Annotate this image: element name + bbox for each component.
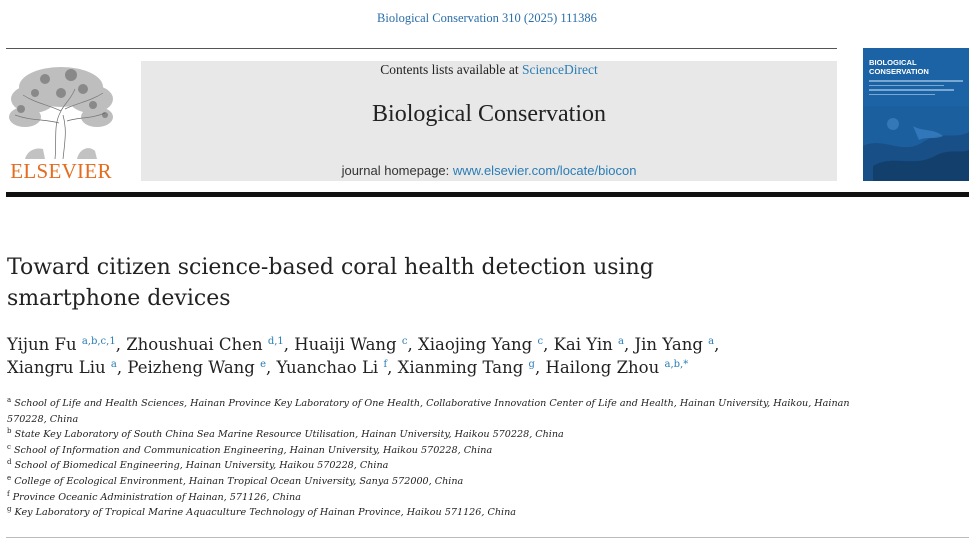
elsevier-wordmark: ELSEVIER (10, 159, 112, 183)
affiliation-item (7, 458, 867, 474)
header-divider (6, 48, 837, 49)
author-affiliation-link[interactable]: c (401, 336, 408, 347)
affiliation-item (7, 443, 867, 459)
journal-banner (141, 61, 837, 181)
section-divider (6, 537, 969, 538)
author-affiliation-link[interactable]: d,1 (267, 336, 284, 347)
affiliation-key: b (7, 427, 12, 436)
journal-title[interactable]: Biological Conservation (372, 101, 606, 127)
affiliation-item (7, 490, 867, 506)
cover-title-line1: BIOLOGICAL (869, 58, 917, 67)
affiliation-text: Key Laboratory of Tropical Marine Aquaculture Technology of Hainan Province, Haikou 571126, China (14, 507, 516, 519)
author-separator: , (624, 335, 635, 354)
author[interactable] (635, 335, 715, 354)
header-thick-rule (6, 192, 969, 197)
author-name: Kai Yin (553, 335, 613, 354)
author[interactable] (418, 335, 543, 354)
author-name: Xiaojing Yang (417, 335, 533, 354)
author-name: Xiangru Liu (7, 358, 106, 377)
author[interactable] (545, 358, 688, 377)
affiliation-list (7, 396, 867, 521)
author[interactable] (294, 335, 407, 354)
author[interactable] (277, 358, 388, 377)
cover-title-line2: CONSERVATION (869, 67, 929, 76)
author-affiliation-link[interactable]: a,b,c,1 (81, 336, 116, 347)
author-name: Peizheng Wang (127, 358, 255, 377)
author-affiliation-link[interactable]: c (537, 336, 544, 347)
author-affiliation-link[interactable]: f (383, 359, 388, 370)
journal-cover[interactable] (863, 48, 969, 181)
author-affiliation-link[interactable]: a (618, 336, 625, 347)
author-list (7, 333, 957, 379)
author-separator: , (543, 335, 554, 354)
author-name: Jin Yang (634, 335, 703, 354)
author-separator: , (115, 335, 127, 354)
journal-citation[interactable]: Biological Conservation 310 (2025) 111386 (377, 11, 597, 25)
author[interactable] (7, 358, 117, 377)
author-separator: , (266, 358, 277, 377)
author-separator: , (116, 358, 128, 377)
author-name: Zhoushuai Chen (126, 335, 263, 354)
affiliation-key: f (7, 489, 10, 498)
affiliation-item (7, 474, 867, 490)
author-affiliation-link[interactable]: a (708, 336, 715, 347)
author-name: Xianming Tang (397, 358, 524, 377)
author-name: Hailong Zhou (545, 358, 660, 377)
author-affiliation-link[interactable]: a,b,* (664, 359, 689, 370)
author-separator: , (407, 335, 418, 354)
affiliation-key: g (7, 505, 12, 514)
elsevier-logo[interactable] (5, 59, 117, 184)
affiliation-text: School of Biomedical Engineering, Hainan University, Haikou 570228, China (14, 460, 389, 472)
article-title-line2: smartphone devices (7, 286, 231, 311)
affiliation-key: e (7, 473, 12, 482)
affiliation-key: d (7, 458, 12, 467)
homepage-line (141, 163, 837, 178)
affiliation-item (7, 396, 867, 427)
author-affiliation-link[interactable]: a (110, 359, 117, 370)
author-name: Huaiji Wang (294, 335, 397, 354)
author[interactable] (127, 358, 266, 377)
article-title-line1: Toward citizen science-based coral health detection using (7, 255, 654, 280)
author[interactable] (398, 358, 535, 377)
contents-line (141, 62, 837, 78)
author-name: Yijun Fu (7, 335, 77, 354)
affiliation-item (7, 505, 867, 521)
author[interactable] (7, 335, 116, 354)
affiliation-key: a (7, 396, 12, 404)
author-separator: , (534, 358, 546, 377)
sciencedirect-link[interactable]: ScienceDirect (522, 62, 598, 77)
affiliation-text: School of Information and Communication Engineering, Hainan University, Haikou 570228, China (13, 444, 493, 456)
cover-title (869, 58, 929, 76)
author-name: Yuanchao Li (276, 358, 379, 377)
elsevier-tree-icon (5, 59, 117, 159)
cover-artwork-icon (863, 106, 969, 181)
contents-prefix: Contents lists available at (380, 62, 522, 77)
author-separator: , (283, 335, 295, 354)
affiliation-text: Province Oceanic Administration of Hainan, 571126, China (12, 491, 301, 503)
author[interactable] (554, 335, 624, 354)
article-title (7, 252, 767, 314)
homepage-link[interactable]: www.elsevier.com/locate/biocon (452, 163, 637, 178)
cover-text-lines (869, 80, 963, 98)
affiliation-key: c (7, 442, 11, 451)
author-separator: , (714, 335, 720, 354)
affiliation-text: State Key Laboratory of South China Sea Marine Resource Utilisation, Hainan University, Haikou 570228, China (14, 429, 564, 441)
affiliation-text: College of Ecological Environment, Hainan Tropical Ocean University, Sanya 572000, China (14, 475, 464, 487)
author-affiliation-link[interactable]: e (260, 359, 267, 370)
author-separator: , (387, 358, 398, 377)
affiliation-text: School of Life and Health Sciences, Hainan Province Key Laboratory of One Health, Collaborative Innovation Center of Life and Health, Hainan University, Haikou, Hainan 570228, China (7, 398, 850, 425)
author-affiliation-link[interactable]: g (528, 359, 535, 370)
homepage-prefix: journal homepage: (341, 163, 453, 178)
author[interactable] (126, 335, 284, 354)
affiliation-item (7, 427, 867, 443)
